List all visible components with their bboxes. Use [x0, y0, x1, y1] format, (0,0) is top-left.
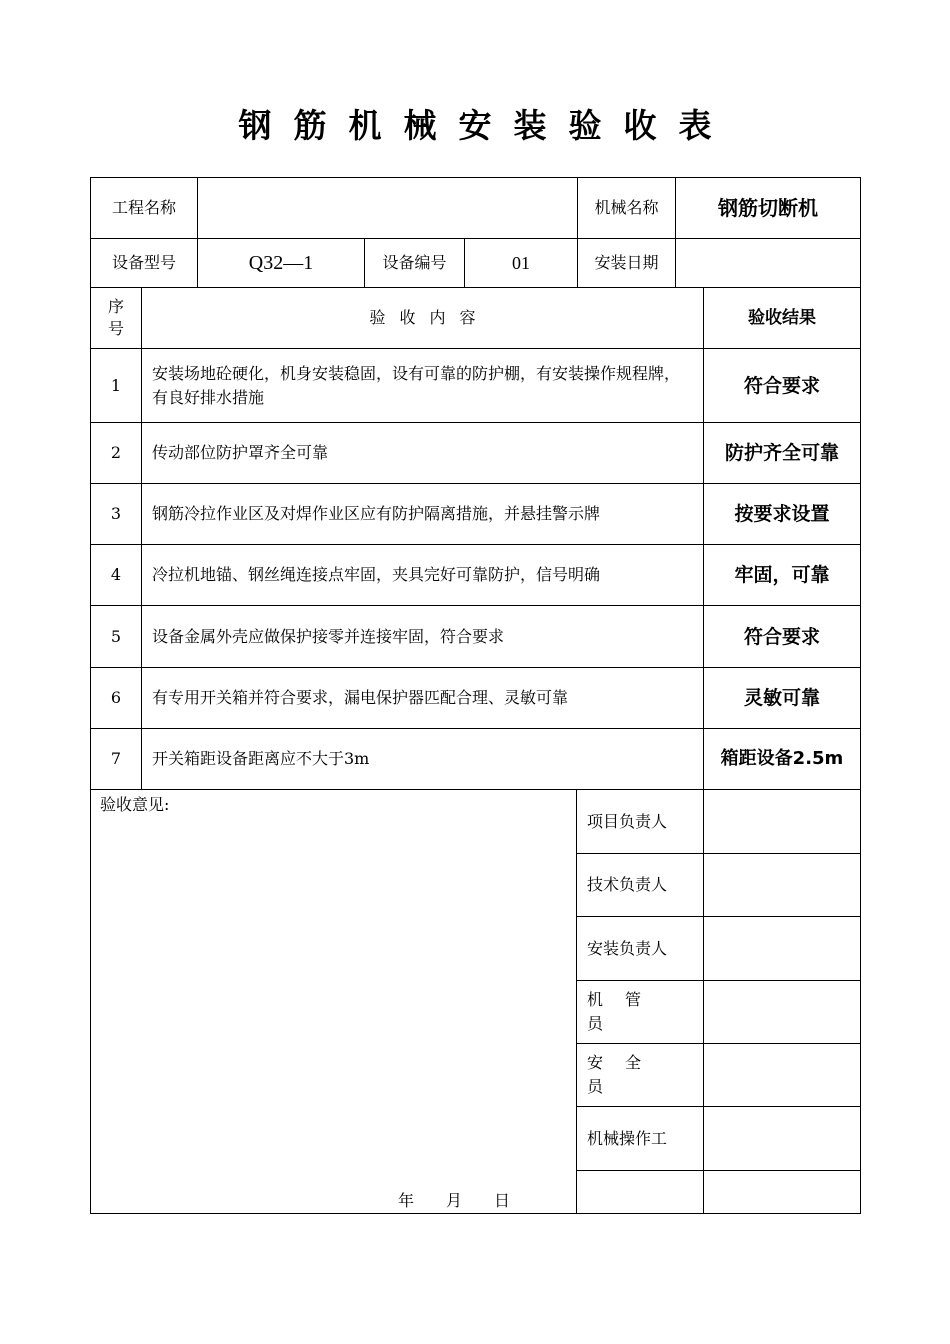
row-content: 设备金属外壳应做保护接零并连接牢固，符合要求 — [152, 626, 505, 646]
signature-role: 机管员 — [587, 990, 664, 1033]
signature-name — [704, 854, 860, 916]
signature-role: 机械操作工 — [587, 1128, 668, 1148]
signature-name — [704, 1171, 860, 1213]
model-label: 设备型号 — [111, 253, 176, 272]
equipment-number-label: 设备编号 — [382, 253, 447, 272]
project-name-value — [198, 178, 577, 238]
signature-role: 技术负责人 — [587, 875, 668, 894]
signature-name — [704, 917, 860, 980]
row-number: 5 — [110, 626, 122, 646]
row-result: 防护齐全可靠 — [724, 442, 839, 464]
signature-name — [704, 1044, 860, 1106]
row-number: 6 — [110, 688, 122, 707]
signature-role: 项目负责人 — [587, 811, 668, 831]
page-title: 钢筋机械安装验收表 — [238, 106, 734, 145]
row-result: 箱距设备2.5m — [720, 748, 844, 769]
install-date-value — [676, 239, 860, 287]
row-number: 1 — [110, 375, 122, 395]
row-result: 符合要求 — [743, 625, 820, 648]
seq-header: 序 号 — [107, 297, 124, 338]
signature-role — [577, 1171, 703, 1213]
row-result: 灵敏可靠 — [743, 687, 820, 709]
signature-name — [704, 790, 860, 853]
signature-role: 安全员 — [587, 1053, 664, 1096]
row-content: 传动部位防护罩齐全可靠 — [152, 443, 329, 462]
row-content: 安装场地砼硬化，机身安装稳固，设有可靠的防护棚，有安装操作规程牌，有良好排水措施 — [152, 363, 681, 407]
row-content: 有专用开关箱并符合要求，漏电保护器匹配合理、灵敏可靠 — [152, 688, 569, 707]
row-number: 2 — [110, 443, 122, 462]
row-result: 符合要求 — [743, 374, 820, 397]
row-number: 4 — [110, 565, 122, 584]
opinion-label: 验收意见: — [100, 795, 170, 814]
signature-name — [704, 981, 860, 1043]
result-header: 验收结果 — [748, 308, 816, 328]
machine-name-label: 机械名称 — [594, 198, 659, 217]
install-date-label: 安装日期 — [594, 253, 659, 272]
row-number: 3 — [110, 504, 122, 523]
row-content: 冷拉机地锚、钢丝绳连接点牢固，夹具完好可靠防护，信号明确 — [152, 565, 601, 584]
project-name-label: 工程名称 — [111, 198, 176, 217]
row-number: 7 — [110, 749, 122, 768]
content-header: 验收内容 — [369, 308, 490, 327]
row-content: 钢筋冷拉作业区及对焊作业区应有防护隔离措施，并悬挂警示牌 — [152, 504, 601, 523]
date-year: 年 — [397, 1191, 414, 1210]
row-result: 牢固，可靠 — [734, 564, 830, 586]
machine-name-value: 钢筋切断机 — [718, 196, 818, 220]
row-content: 开关箱距设备距离应不大于3m — [152, 749, 370, 768]
row-result: 按要求设置 — [734, 503, 830, 525]
date-month: 月 — [445, 1191, 462, 1210]
model-value: Q32—1 — [248, 252, 314, 274]
equipment-number-value: 01 — [512, 253, 530, 273]
date-day: 日 — [493, 1191, 510, 1210]
signature-role: 安装负责人 — [587, 938, 668, 958]
signature-name — [704, 1107, 860, 1170]
